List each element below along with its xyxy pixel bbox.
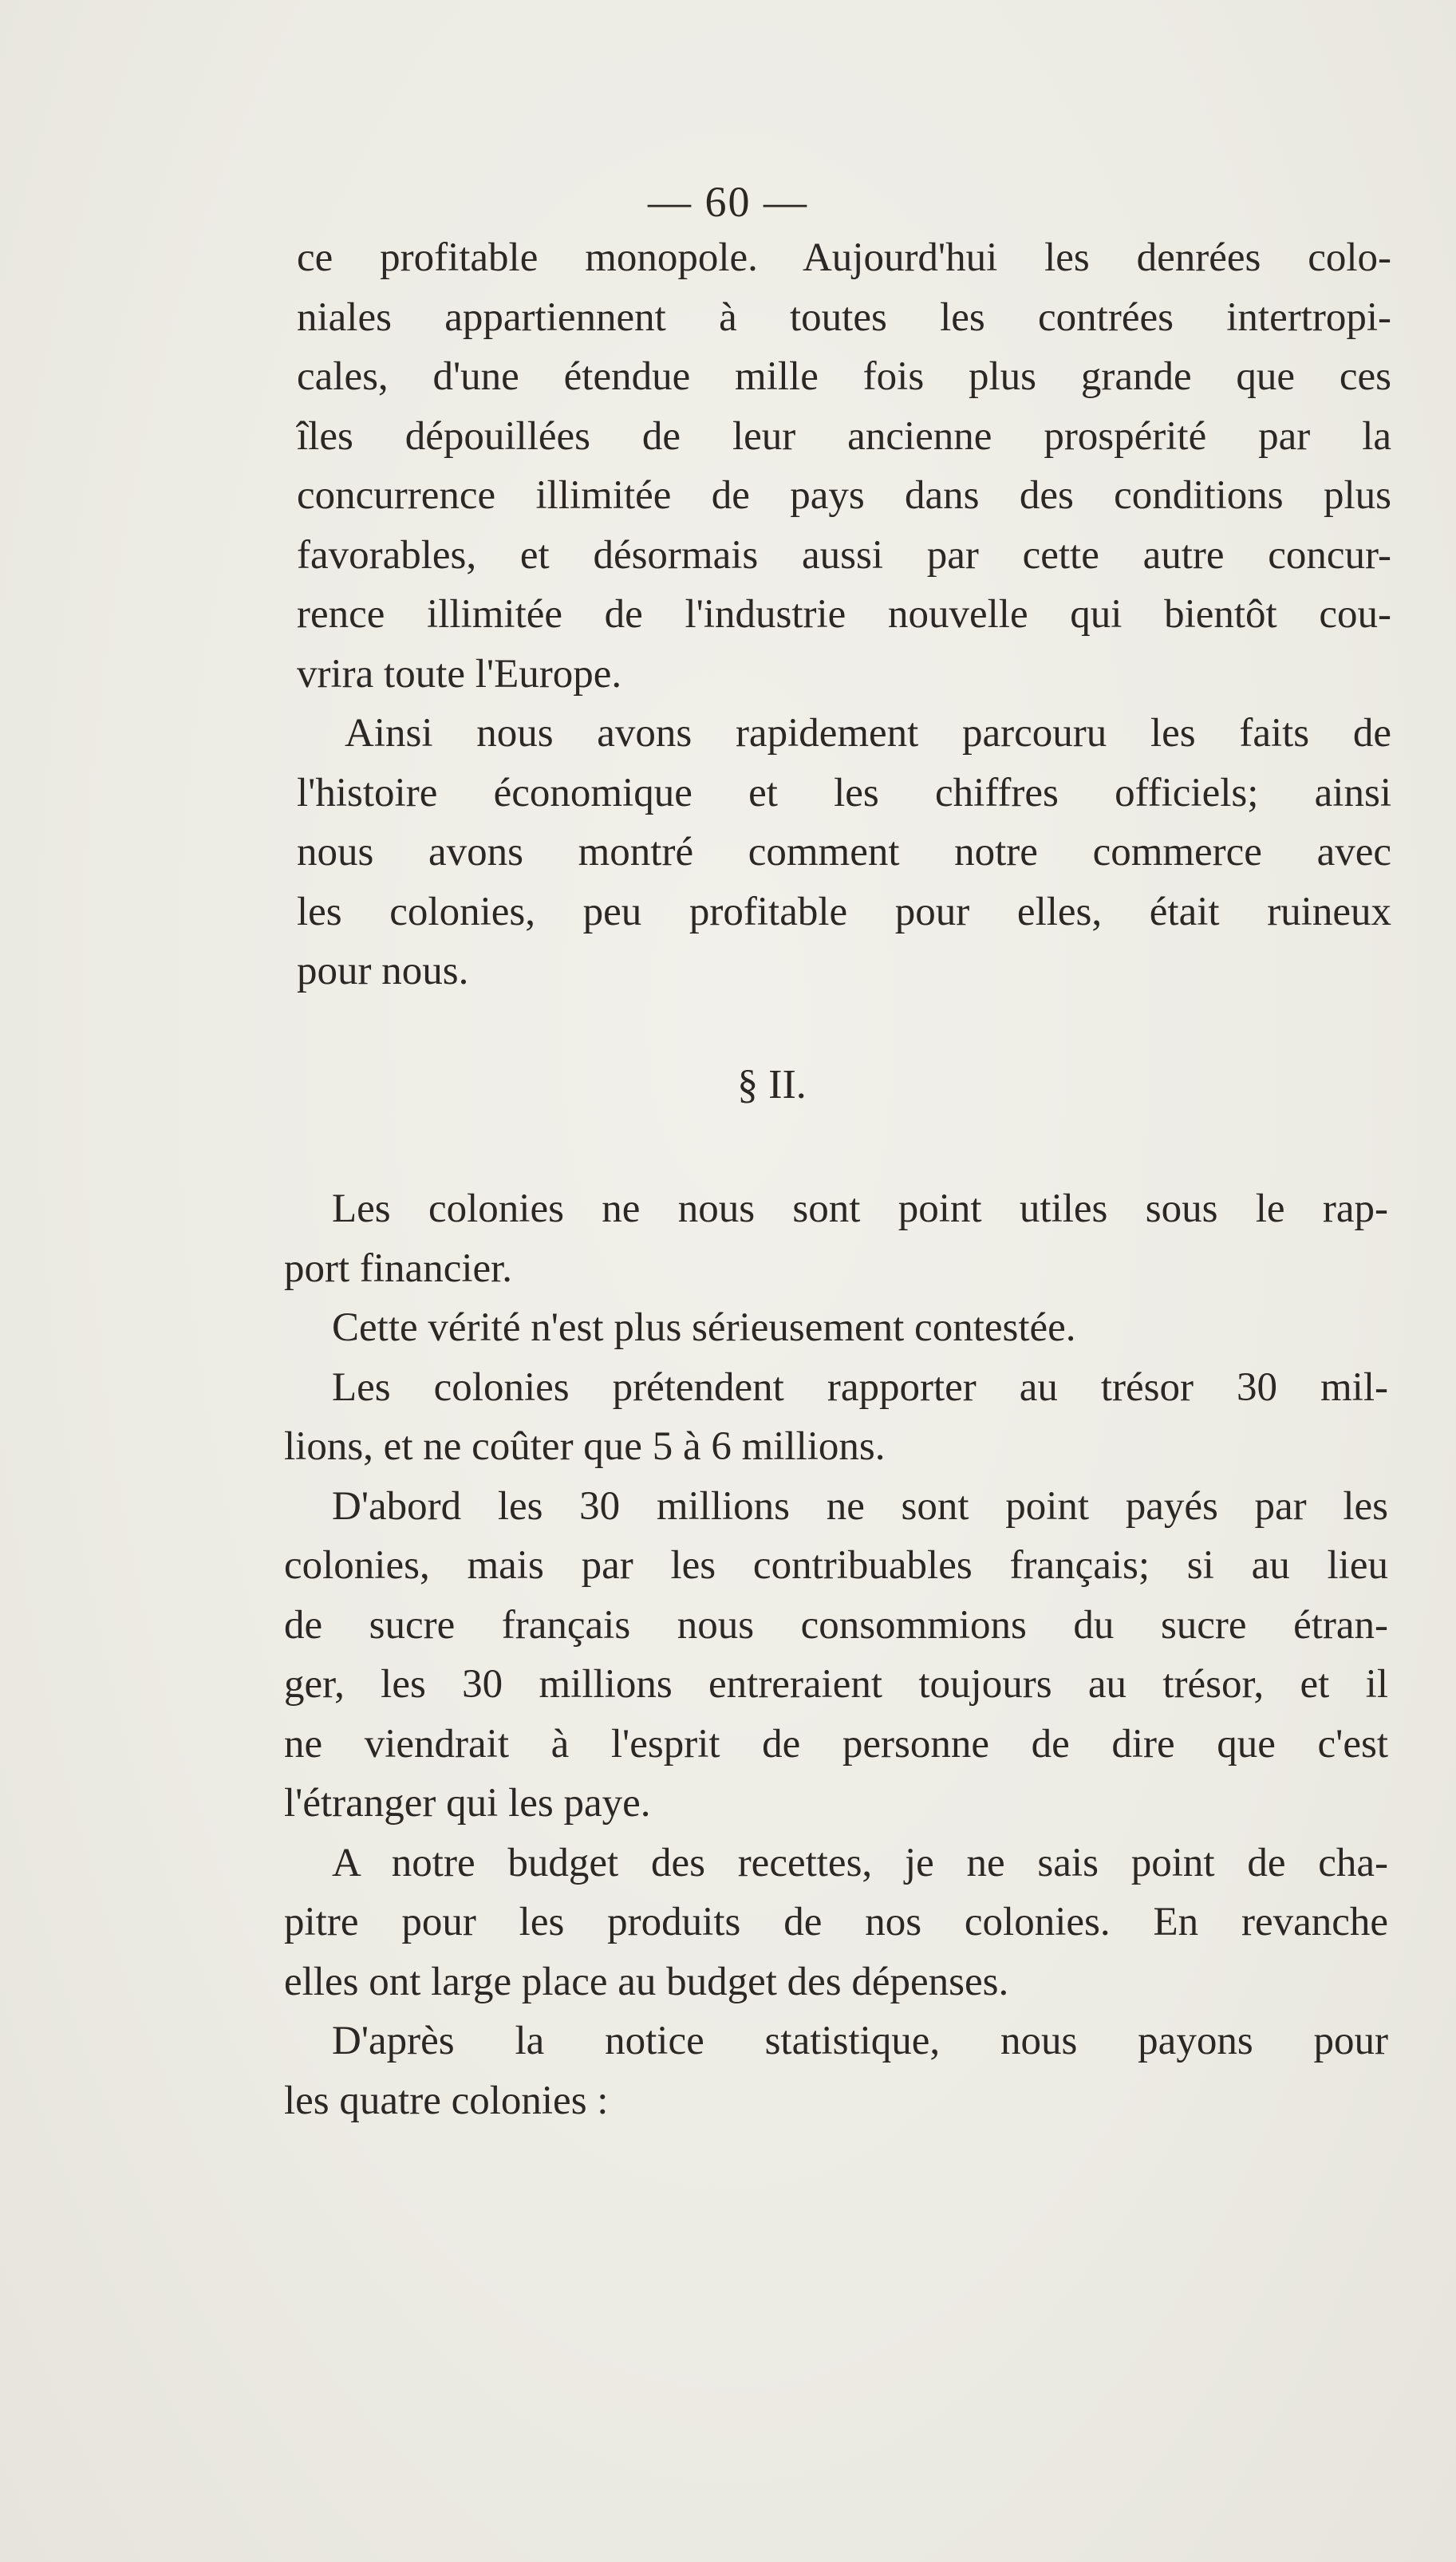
text-line: nous avons montré comment notre commerce avec [297,830,1391,874]
text-line: l'étranger qui les paye. [284,1781,651,1826]
text-line: îles dépouillées de leur ancienne prospérité par la [297,413,1391,459]
text-line: A notre budget des recettes, je ne sais point de cha- [332,1840,1388,1885]
text-line: Les colonies prétendent rapporter au trésor 30 mil- [332,1364,1388,1410]
text-line: concurrence illimitée de pays dans des conditions plus [297,473,1391,518]
text-line: niales appartiennent à toutes les contrées intertropi- [297,294,1391,340]
text-line: port financier. [284,1245,513,1291]
text-line: lions, et ne coûter que 5 à 6 millions. [284,1424,886,1469]
text-line: ne viendrait à l'esprit de personne de dire que c'est [284,1721,1388,1767]
text-line: favorables, et désormais aussi par cette autre concur- [297,532,1391,578]
text-block-bottom [284,1179,1388,2130]
page-number: — 60 — [648,178,808,226]
text-block-top [297,228,1391,1001]
text-line: de sucre français nous consommions du sucre étran- [284,1602,1388,1648]
text-line: elles ont large place au budget des dépenses. [284,1959,1009,2004]
text-line: l'histoire économique et les chiffres officiels; ainsi [297,770,1391,815]
text-line: colonies, mais par les contribuables français; si au lieu [284,1543,1388,1588]
text-line: pour nous. [297,949,469,993]
text-line: Cette vérité n'est plus sérieusement contestée. [332,1305,1076,1350]
text-line: vrira toute l'Europe. [297,651,622,697]
text-line: les colonies, peu profitable pour elles, était ruineux [297,889,1391,934]
text-line: Les colonies ne nous sont point utiles sous le rap- [332,1186,1388,1231]
text-line: pitre pour les produits de nos colonies. En revanche [284,1900,1388,1944]
text-line: ce profitable monopole. Aujourd'hui les denrées colo- [297,235,1391,280]
text-line: cales, d'une étendue mille fois plus grande que ces [297,354,1391,399]
text-line: D'après la notice statistique, nous payons pour [332,2019,1388,2063]
text-line: rence illimitée de l'industrie nouvelle qui bientôt cou- [297,592,1391,637]
text-line: D'abord les 30 millions ne sont point payés par les [332,1483,1388,1529]
text-line: les quatre colonies : [284,2078,609,2123]
section-heading: § II. [737,1062,807,1107]
text-line: ger, les 30 millions entreraient toujours au trésor, et il [284,1662,1388,1707]
text-line: Ainsi nous avons rapidement parcouru les faits de [345,711,1391,756]
